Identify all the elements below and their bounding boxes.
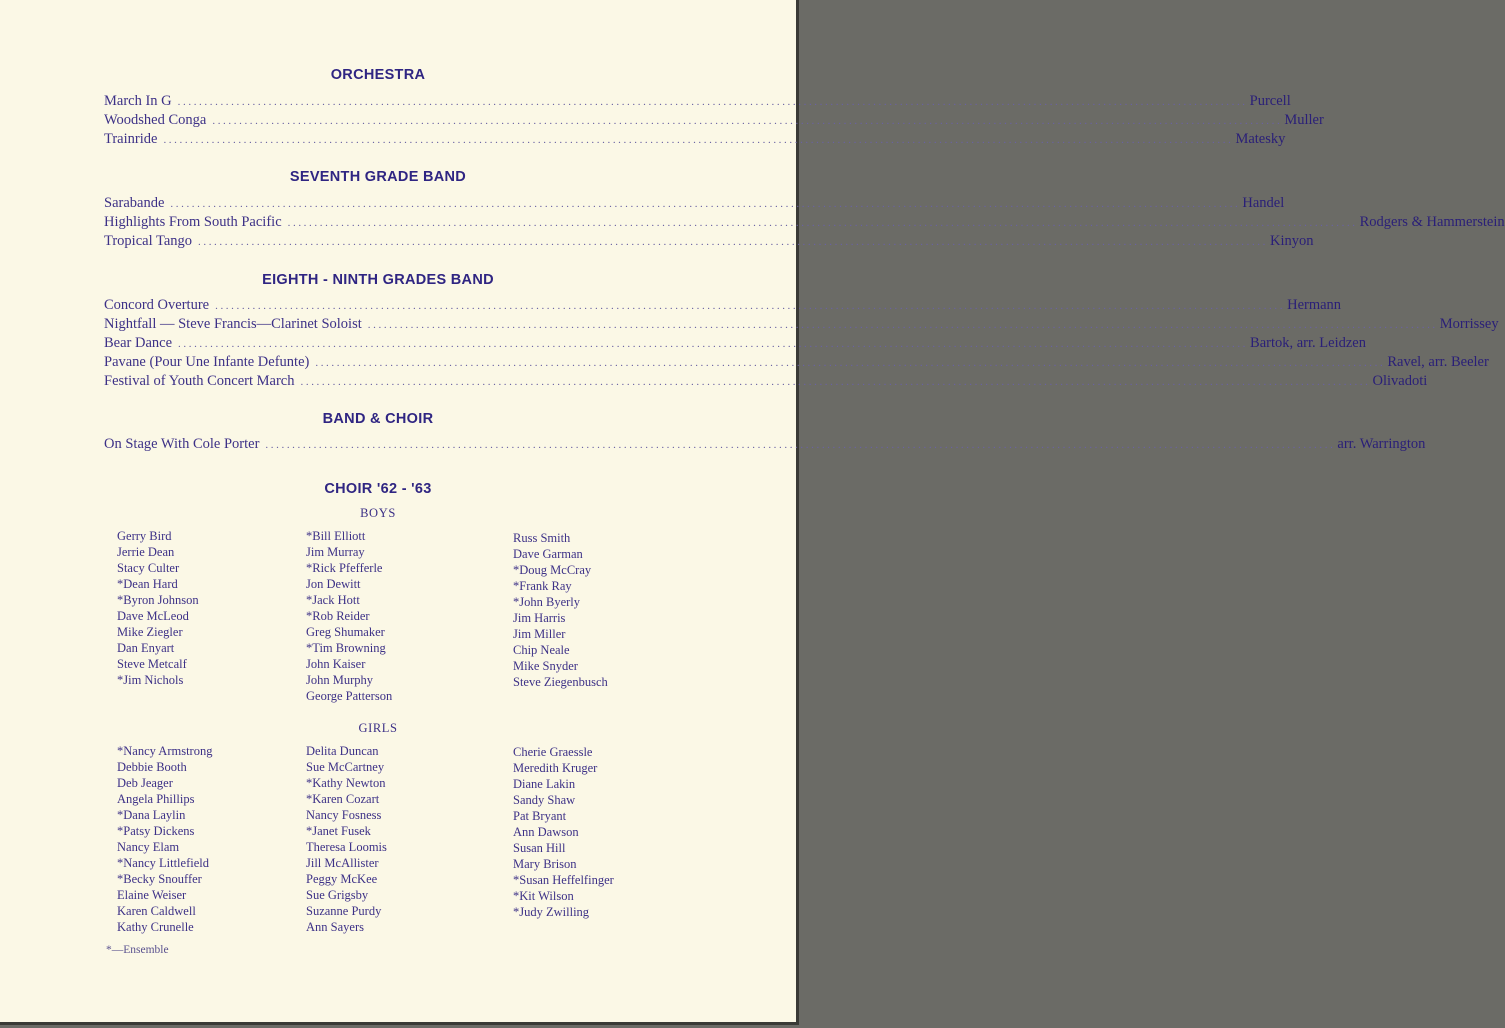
choir-member: *Janet Fusek xyxy=(306,824,371,838)
section-heading-band-and-choir: BAND & CHOIR xyxy=(322,411,434,427)
choir-member: Nancy Elam xyxy=(117,840,180,854)
choir-member: Mary Brison xyxy=(513,857,577,871)
piece-title: Woodshed Conga xyxy=(104,112,207,128)
piece-title: Nightfall — Steve Francis—Clarinet Soloist xyxy=(104,316,362,332)
choir-member: *Rick Pfefferle xyxy=(306,561,383,575)
program-item: On Stage With Cole Porter ........................................................................................................................................................................................................ arr. Warrington xyxy=(104,436,1426,452)
choir-member: *Nancy Armstrong xyxy=(117,744,213,758)
choir-member: Deb Jeager xyxy=(117,776,173,790)
choir-member: Elaine Weiser xyxy=(117,888,187,902)
choir-member: *Dana Laylin xyxy=(117,808,186,822)
choir-member: Steve Metcalf xyxy=(117,657,187,671)
piece-composer: Matesky xyxy=(1235,131,1286,147)
boys-column-2 xyxy=(306,528,392,704)
piece-title: Concord Overture xyxy=(104,297,210,313)
choir-member: Jim Miller xyxy=(513,627,566,641)
choir-member: *Bill Elliott xyxy=(306,529,366,543)
choir-member: *Tim Browning xyxy=(306,641,386,655)
choir-member: Sandy Shaw xyxy=(513,793,576,807)
ensemble-footnote: *—Ensemble xyxy=(106,944,169,956)
choir-member: Jim Harris xyxy=(513,611,566,625)
choir-member: Susan Hill xyxy=(513,841,566,855)
choir-member: John Kaiser xyxy=(306,657,366,671)
choir-heading: CHOIR '62 - '63 xyxy=(324,481,432,497)
choir-member: John Murphy xyxy=(306,673,374,687)
piece-composer: Handel xyxy=(1242,195,1285,211)
choir-member: Angela Phillips xyxy=(117,792,195,806)
piece-composer: Morrissey xyxy=(1439,316,1499,332)
piece-composer: Hermann xyxy=(1287,297,1342,313)
piece-composer: Rodgers & Hammerstein xyxy=(1359,214,1505,230)
choir-member: *Becky Snouffer xyxy=(117,872,202,886)
choir-member: *Karen Cozart xyxy=(306,792,380,806)
piece-composer: Ravel, arr. Beeler xyxy=(1387,354,1489,370)
choir-member: Ann Dawson xyxy=(513,825,579,839)
choir-member: Dan Enyart xyxy=(117,641,175,655)
choir-member: Steve Ziegenbusch xyxy=(513,675,608,689)
choir-member: Sue McCartney xyxy=(306,760,385,774)
boys-column-1 xyxy=(117,528,199,688)
boys-column-3 xyxy=(513,530,608,690)
choir-member: Theresa Loomis xyxy=(306,840,387,854)
girls-column-2 xyxy=(306,743,387,935)
piece-title: Pavane (Pour Une Infante Defunte) xyxy=(104,354,310,370)
girls-label: GIRLS xyxy=(358,721,398,735)
piece-title: Sarabande xyxy=(104,195,165,211)
choir-member: Greg Shumaker xyxy=(306,625,385,639)
choir-member: Mike Snyder xyxy=(513,659,578,673)
piece-title: Bear Dance xyxy=(104,335,173,351)
choir-member: Debbie Booth xyxy=(117,760,187,774)
choir-member: *Byron Johnson xyxy=(117,593,199,607)
piece-title: On Stage With Cole Porter xyxy=(104,436,260,452)
piece-composer: Purcell xyxy=(1249,93,1291,109)
piece-composer: arr. Warrington xyxy=(1337,436,1426,452)
choir-member: Jim Murray xyxy=(306,545,365,559)
choir-member: Sue Grigsby xyxy=(306,888,369,902)
piece-composer: Olivadoti xyxy=(1372,373,1428,389)
program-item: Woodshed Conga ........................................................................................................................................................................................................ Muller xyxy=(104,112,1324,128)
choir-member: Pat Bryant xyxy=(513,809,567,823)
choir-member: Russ Smith xyxy=(513,531,571,545)
section-heading-eighth-ninth-grades-band: EIGHTH - NINTH GRADES BAND xyxy=(262,272,494,288)
choir-member: *Nancy Littlefield xyxy=(117,856,209,870)
choir-member: *Susan Heffelfinger xyxy=(513,873,614,887)
choir-member: Diane Lakin xyxy=(513,777,576,791)
choir-member: *Doug McCray xyxy=(513,563,592,577)
program-item: Bear Dance ........................................................................................................................................................................................................ Bartok, arr. Leidzen xyxy=(104,335,1366,351)
choir-member: Cherie Graessle xyxy=(513,745,593,759)
choir-member: *Kit Wilson xyxy=(513,889,574,903)
choir-member: *Jack Hott xyxy=(306,593,360,607)
choir-member: *Jim Nichols xyxy=(117,673,184,687)
choir-member: Ann Sayers xyxy=(306,920,364,934)
choir-member: Suzanne Purdy xyxy=(306,904,382,918)
girls-column-1 xyxy=(117,743,212,935)
choir-member: Peggy McKee xyxy=(306,872,378,886)
choir-member: Delita Duncan xyxy=(306,744,379,758)
program-item: Trainride ........................................................................................................................................................................................................ Matesky xyxy=(104,131,1286,147)
choir-member: Mike Ziegler xyxy=(117,625,183,639)
piece-title: Tropical Tango xyxy=(104,233,192,249)
choir-member: Jon Dewitt xyxy=(306,577,361,591)
program-item: Sarabande ........................................................................................................................................................................................................ Handel xyxy=(104,195,1285,211)
piece-title: Festival of Youth Concert March xyxy=(104,373,295,389)
section-heading-orchestra: ORCHESTRA xyxy=(330,67,426,83)
piece-composer: Kinyon xyxy=(1270,233,1314,249)
program-item: Festival of Youth Concert March ........................................................................................................................................................................................................ Olivadoti xyxy=(104,373,1428,389)
boys-label: BOYS xyxy=(360,506,396,520)
program-item: Pavane (Pour Une Infante Defunte) ........................................................................................................................................................................................................ Ravel, arr. Beeler xyxy=(104,354,1489,370)
program-item: Nightfall — Steve Francis—Clarinet Soloist ........................................................................................................................................................................................................ Morrissey xyxy=(104,316,1499,332)
piece-title: March In G xyxy=(104,93,172,109)
choir-member: *Kathy Newton xyxy=(306,776,386,790)
choir-member: *Dean Hard xyxy=(117,577,178,591)
piece-title: Highlights From South Pacific xyxy=(104,214,282,230)
choir-member: Stacy Culter xyxy=(117,561,180,575)
choir-member: *Judy Zwilling xyxy=(513,905,590,919)
choir-member: Gerry Bird xyxy=(117,529,172,543)
choir-member: *Frank Ray xyxy=(513,579,572,593)
program-item: Highlights From South Pacific ........................................................................................................................................................................................................ Rodgers & Hammerstein xyxy=(104,214,1505,230)
choir-member: George Patterson xyxy=(306,689,393,703)
choir-member: Chip Neale xyxy=(513,643,570,657)
choir-member: Nancy Fosness xyxy=(306,808,382,822)
choir-member: *Rob Reider xyxy=(306,609,370,623)
girls-column-3 xyxy=(513,744,614,920)
program-item: Concord Overture ........................................................................................................................................................................................................ Hermann xyxy=(104,297,1342,313)
choir-member: Jerrie Dean xyxy=(117,545,175,559)
piece-composer: Muller xyxy=(1284,112,1324,128)
section-heading-seventh-grade-band: SEVENTH GRADE BAND xyxy=(289,169,467,185)
choir-member: *John Byerly xyxy=(513,595,581,609)
choir-member: Dave Garman xyxy=(513,547,583,561)
choir-member: Dave McLeod xyxy=(117,609,189,623)
choir-member: Karen Caldwell xyxy=(117,904,196,918)
program-item: Tropical Tango ........................................................................................................................................................................................................ Kinyon xyxy=(104,233,1314,249)
choir-member: Kathy Crunelle xyxy=(117,920,194,934)
program-item: March In G ........................................................................................................................................................................................................ Purcell xyxy=(104,93,1291,109)
piece-title: Trainride xyxy=(104,131,158,147)
choir-member: Jill McAllister xyxy=(306,856,379,870)
piece-composer: Bartok, arr. Leidzen xyxy=(1250,335,1366,351)
choir-member: *Patsy Dickens xyxy=(117,824,195,838)
choir-member: Meredith Kruger xyxy=(513,761,598,775)
